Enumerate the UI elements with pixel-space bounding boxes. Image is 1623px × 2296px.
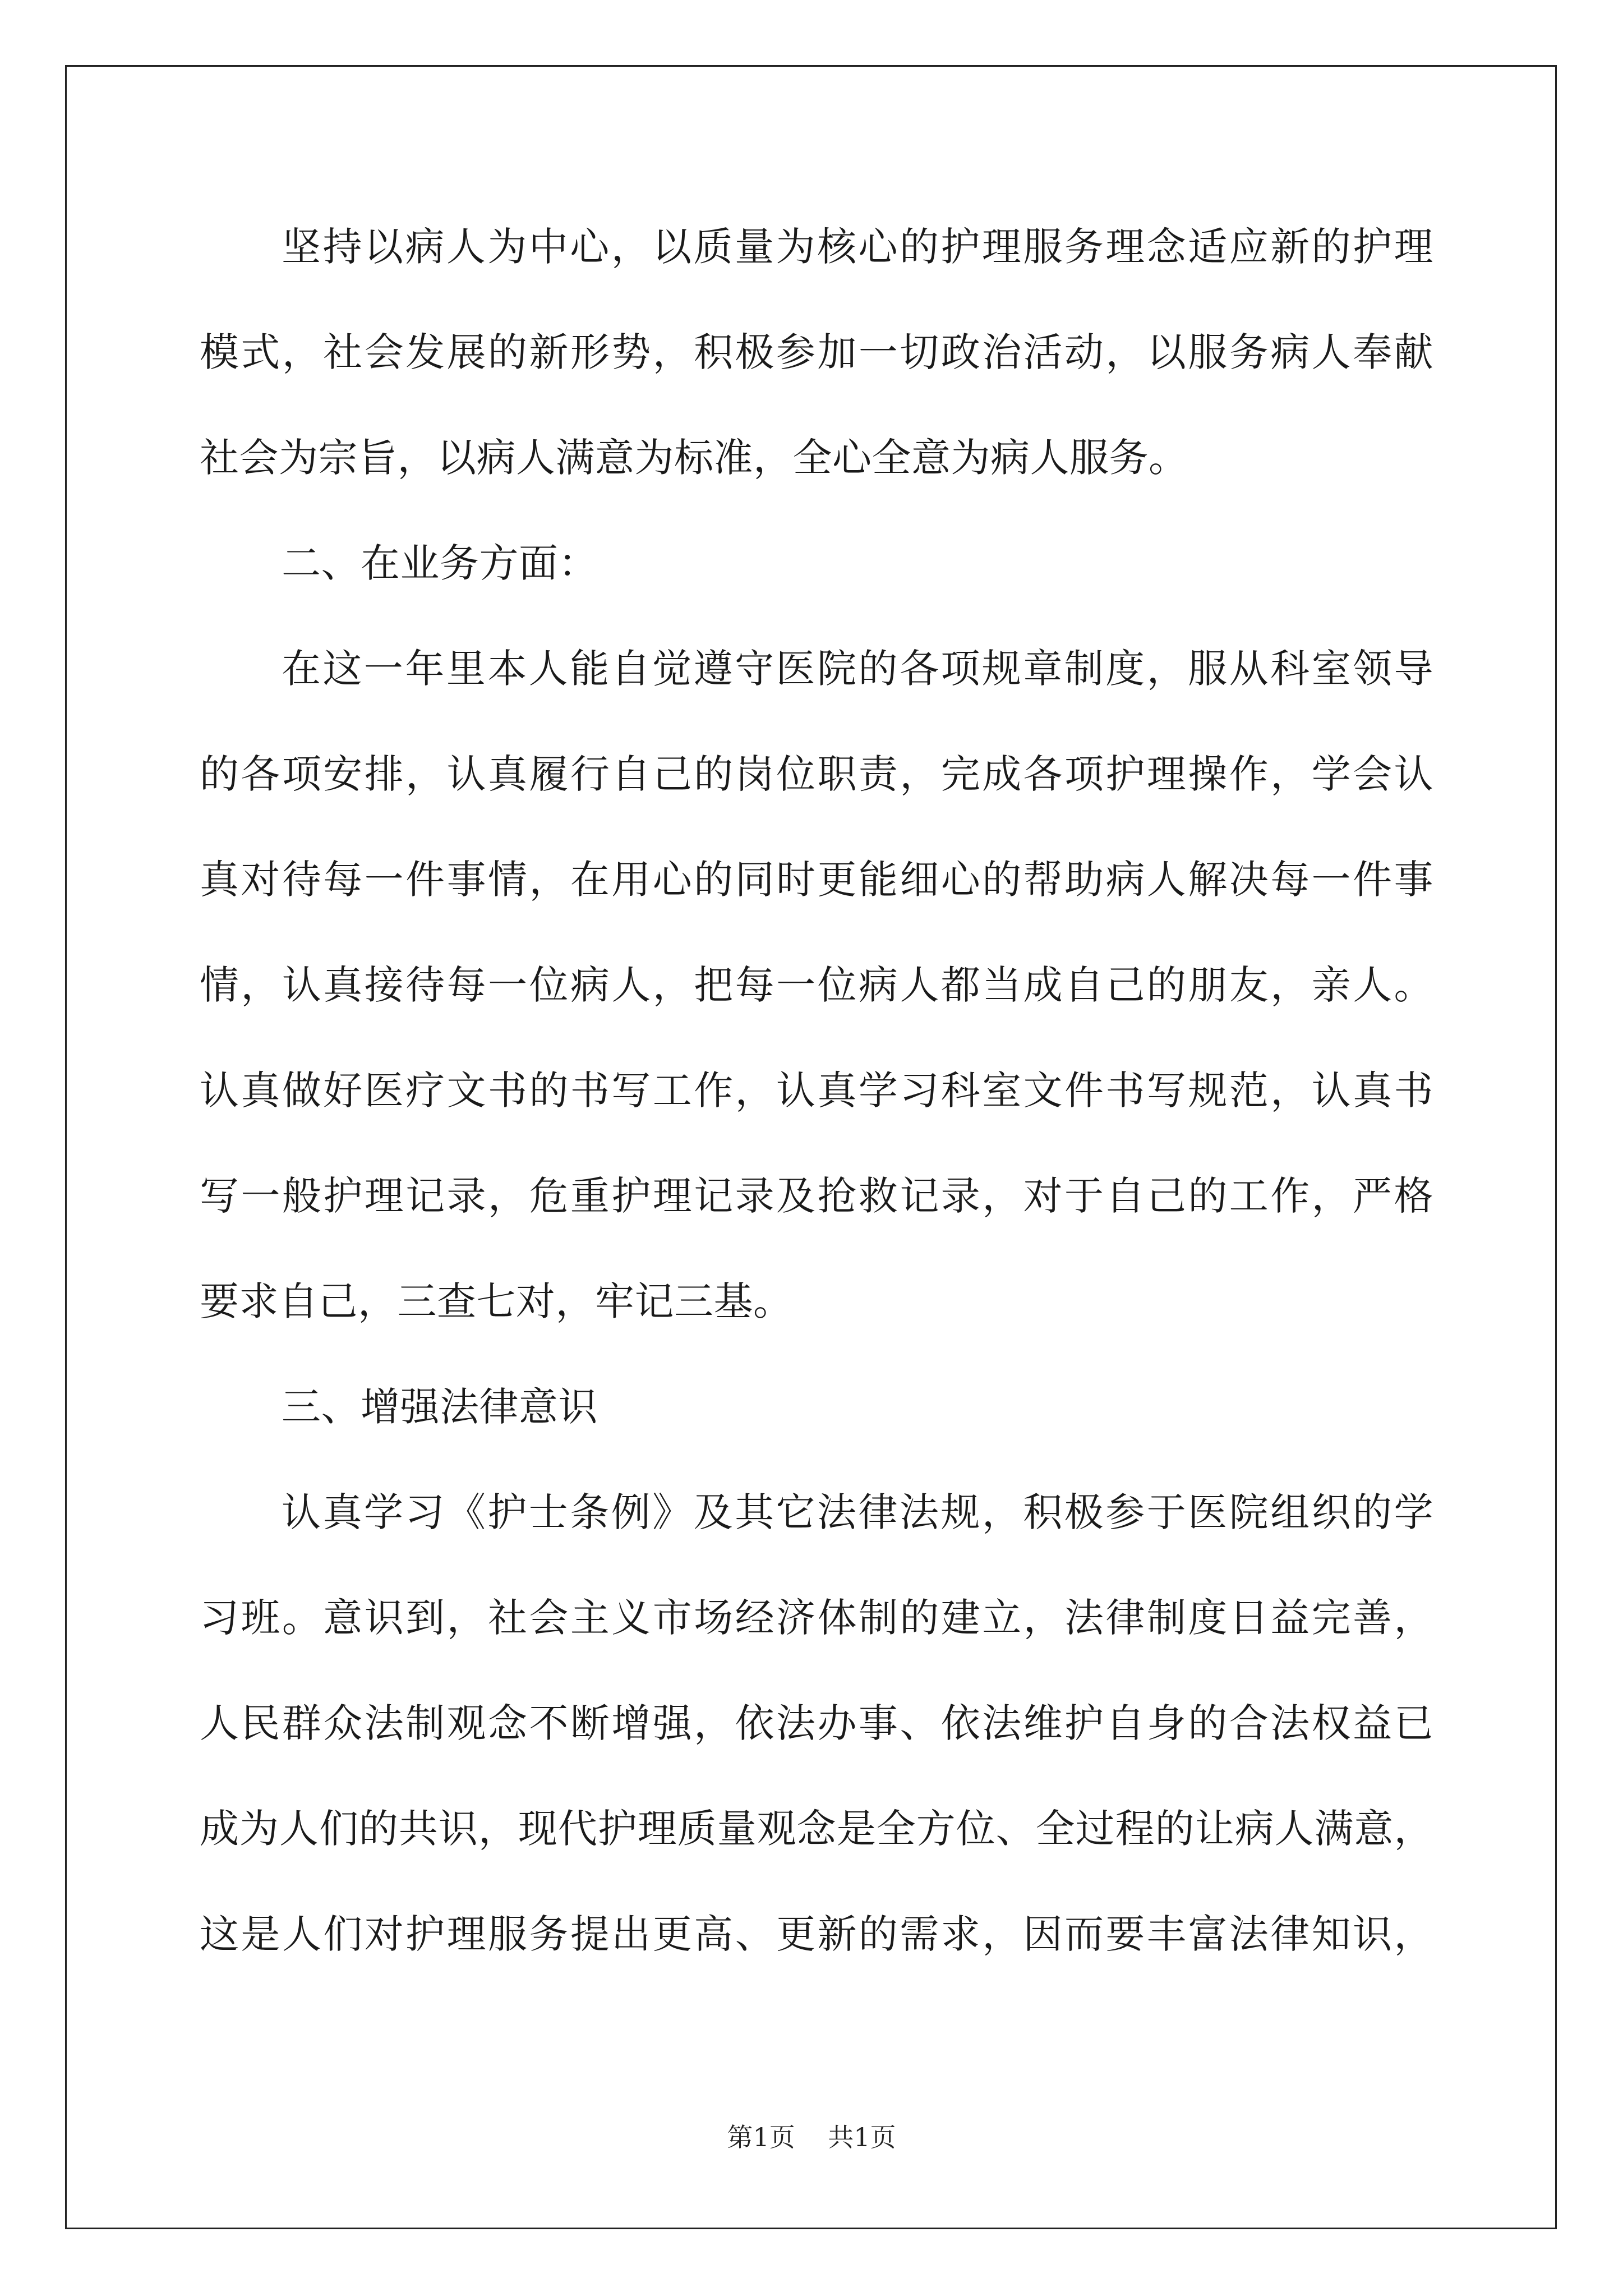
- paragraph-line: 写一般护理记录，危重护理记录及抢救记录，对于自己的工作，严格: [200, 1173, 1433, 1219]
- paragraph-line: 人民群众法制观念不断增强，依法办事、依法维护自身的合法权益已: [200, 1700, 1433, 1746]
- total-pages: 共1页: [828, 2122, 896, 2152]
- paragraph-line: 认真做好医疗文书的书写工作，认真学习科室文件书写规范，认真书: [200, 1068, 1433, 1114]
- page-number: 第1页: [727, 2122, 795, 2152]
- paragraph-line: 要求自己，三查七对，牢记三基。: [200, 1278, 793, 1324]
- paragraph-line: 坚持以病人为中心，以质量为核心的护理服务理念适应新的护理: [282, 224, 1433, 270]
- page-footer: [0, 2120, 1623, 2154]
- paragraph-line: 社会为宗旨，以病人满意为标准，全心全意为病人服务。: [200, 435, 1188, 481]
- paragraph-line: 成为人们的共识，现代护理质量观念是全方位、全过程的让病人满意，: [200, 1806, 1433, 1852]
- paragraph-line: 模式，社会发展的新形势，积极参加一切政治活动，以服务病人奉献: [200, 329, 1433, 375]
- document-body: [200, 213, 1433, 2006]
- section-heading: 三、增强法律意识: [282, 1384, 598, 1430]
- paragraph-line: 真对待每一件事情，在用心的同时更能细心的帮助病人解决每一件事: [200, 857, 1433, 903]
- paragraph-line: 习班。意识到，社会主义市场经济体制的建立，法律制度日益完善，: [200, 1595, 1433, 1641]
- section-heading: 二、在业务方面：: [282, 540, 598, 586]
- paragraph-line: 情，认真接待每一位病人，把每一位病人都当成自己的朋友，亲人。: [200, 962, 1433, 1008]
- paragraph-line: 的各项安排，认真履行自己的岗位职责，完成各项护理操作，学会认: [200, 751, 1433, 797]
- paragraph-line: 认真学习《护士条例》及其它法律法规，积极参于医院组织的学: [282, 1489, 1433, 1535]
- paragraph-line: 这是人们对护理服务提出更高、更新的需求，因而要丰富法律知识，: [200, 1911, 1433, 1957]
- paragraph-line: 在这一年里本人能自觉遵守医院的各项规章制度，服从科室领导: [282, 646, 1433, 692]
